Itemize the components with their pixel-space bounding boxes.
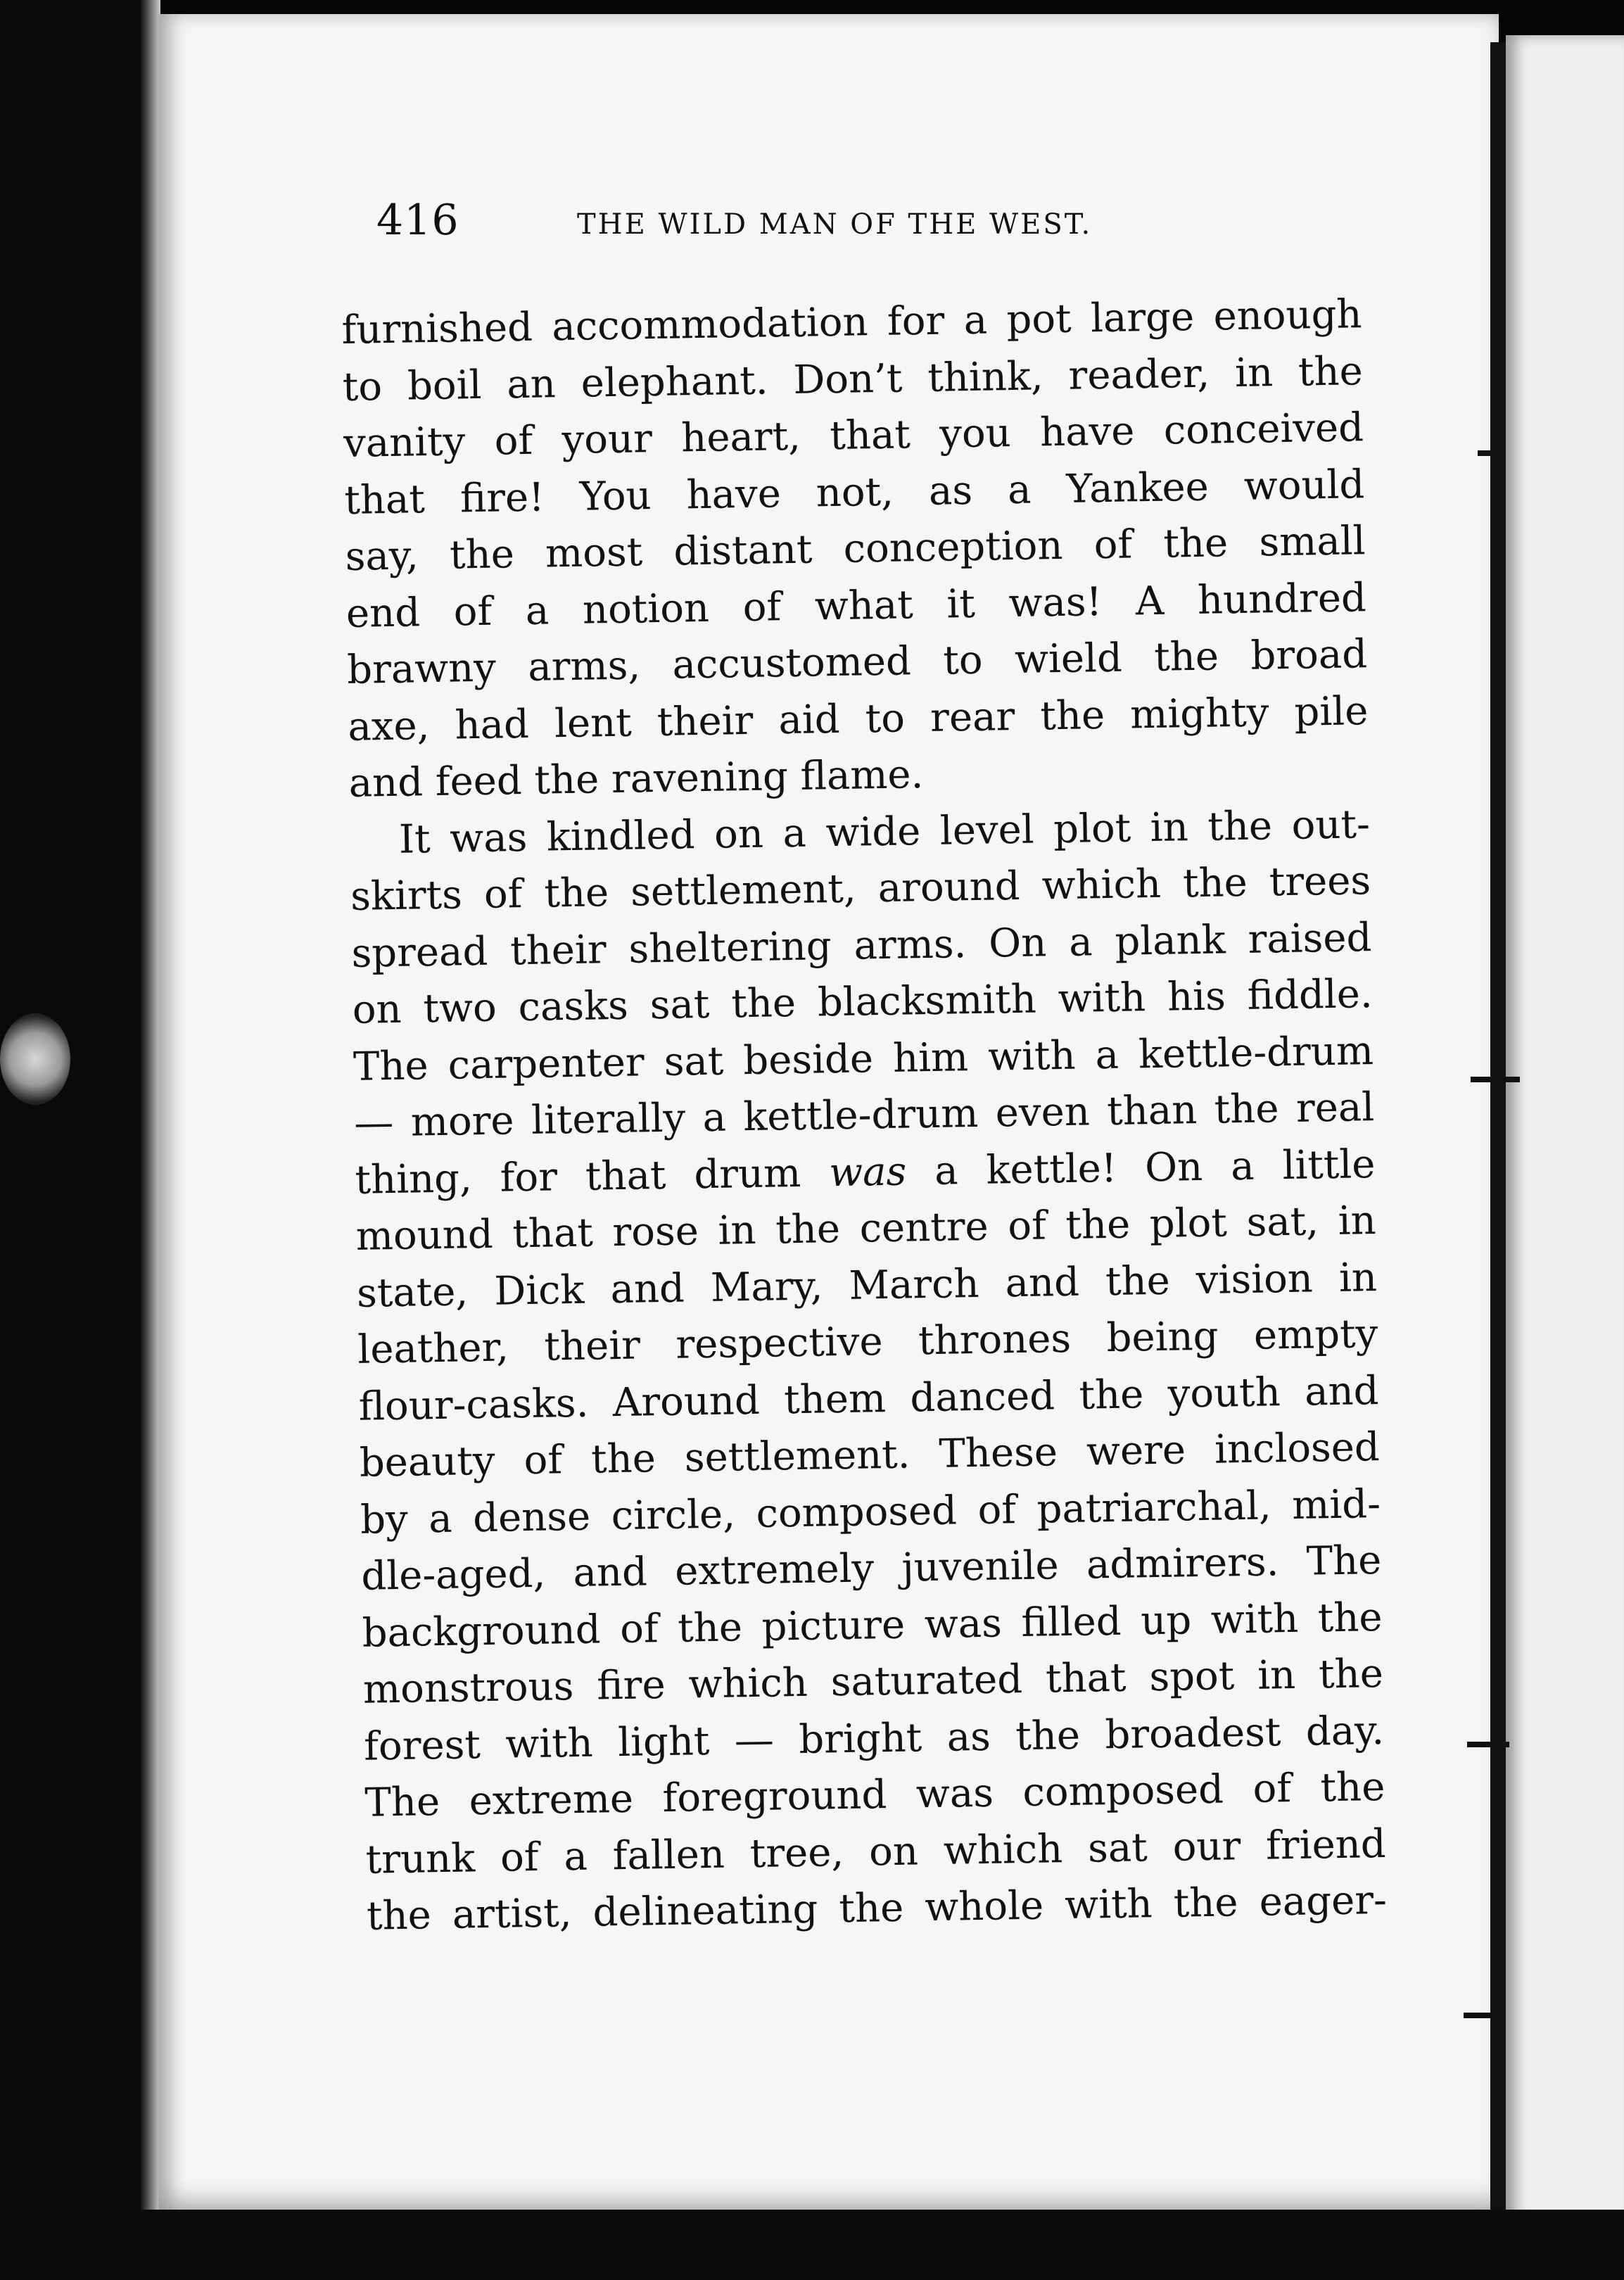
text-line: beauty of the settlement. These were inclosed bbox=[359, 1424, 1381, 1486]
text-line: and feed the ravening flame. bbox=[348, 752, 924, 806]
text-line: flour-casks. Around them danced the youth and bbox=[358, 1367, 1379, 1430]
text-line: brawny arms, accustomed to wield the broad bbox=[346, 631, 1368, 693]
gutter-tick bbox=[1467, 1742, 1509, 1747]
gutter-tick bbox=[1471, 1077, 1520, 1082]
text-line: dle-aged, and extremely juvenile admirers. The bbox=[360, 1538, 1382, 1600]
paragraph-2 bbox=[349, 797, 1387, 1946]
book-binding-shadow bbox=[0, 0, 151, 2280]
text-line: — more literally a kettle-drum even than the real bbox=[353, 1084, 1375, 1146]
text-line: say, the most distant conception of the small bbox=[345, 518, 1366, 580]
text-segment: a kettle! On a little bbox=[906, 1141, 1376, 1195]
text-line: to boil an elephant. Don’t think, reader, in the bbox=[342, 348, 1364, 410]
running-title: THE WILD MAN OF THE WEST. bbox=[577, 208, 1093, 241]
page-left-edge bbox=[141, 0, 160, 2280]
text-line: skirts of the settlement, around which the trees bbox=[350, 858, 1371, 920]
adjacent-page-edge bbox=[1506, 35, 1624, 2280]
text-line: It was kindled on a wide level plot in the out- bbox=[398, 801, 1371, 863]
page-number: 416 bbox=[376, 196, 459, 245]
text-line: that fire! You have not, as a Yankee would bbox=[343, 461, 1365, 524]
italic-word: was bbox=[828, 1148, 907, 1196]
scan-bottom-edge bbox=[0, 2210, 1624, 2280]
paragraph-1 bbox=[341, 286, 1369, 812]
text-line: state, Dick and Mary, March and the vision in bbox=[356, 1254, 1378, 1317]
text-line: end of a notion of what it was! A hundred bbox=[345, 574, 1367, 637]
text-line: monstrous fire which saturated that spot in the bbox=[362, 1650, 1384, 1713]
text-line: mound that rose in the centre of the plot sat, in bbox=[355, 1198, 1377, 1260]
text-line: background of the picture was filled up with the bbox=[362, 1594, 1383, 1657]
text-line: The extreme foreground was composed of the bbox=[364, 1763, 1385, 1826]
text-line: forest with light — bright as the broadest day. bbox=[363, 1707, 1385, 1770]
text-segment: thing, for that drum bbox=[355, 1149, 830, 1203]
text-line: trunk of a fallen tree, on which sat our friend bbox=[365, 1820, 1387, 1883]
text-line: spread their sheltering arms. On a plank raised bbox=[351, 914, 1372, 977]
text-line: furnished accommodation for a pot large enough bbox=[341, 291, 1362, 353]
text-line: by a dense circle, composed of patriarchal, mid- bbox=[360, 1481, 1381, 1543]
text-line: axe, had lent their aid to rear the mighty pile bbox=[347, 688, 1369, 750]
gutter-tick bbox=[1464, 2013, 1506, 2018]
binding-blot bbox=[0, 1013, 70, 1105]
text-line: the artist, delineating the whole with the eager- bbox=[366, 1877, 1388, 1939]
text-line: vanity of your heart, that you have conceived bbox=[343, 405, 1364, 467]
body-text bbox=[341, 286, 1387, 1945]
running-header bbox=[376, 196, 1186, 252]
text-line: on two casks sat the blacksmith with his fiddle. bbox=[352, 971, 1374, 1033]
text-line: The carpenter sat beside him with a kettle-drum bbox=[353, 1027, 1374, 1090]
gutter-tick bbox=[1478, 450, 1506, 456]
text-line: leather, their respective thrones being empty bbox=[357, 1311, 1378, 1373]
page-gutter-rule bbox=[1490, 42, 1506, 2224]
